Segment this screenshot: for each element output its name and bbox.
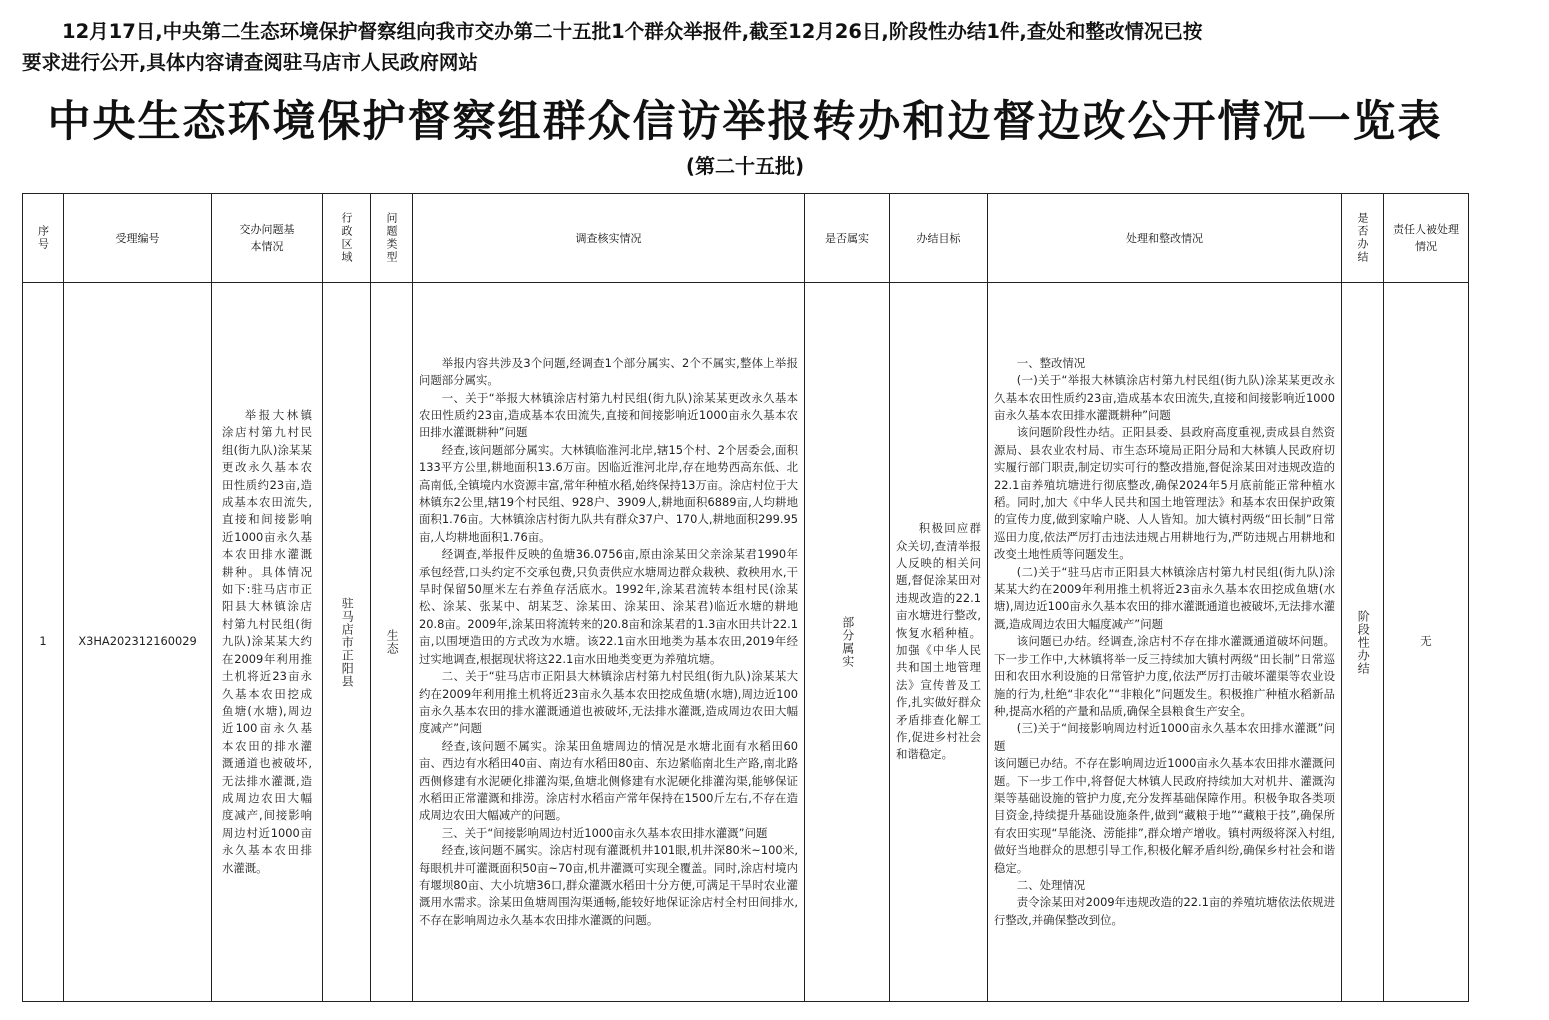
intro-notice (22, 16, 1512, 78)
cell-type: 生态 (371, 283, 413, 1002)
investigation-paragraph: 经调查,举报件反映的鱼塘36.0756亩,原由涂某田父亲涂某君1990年承包经营,口头约定不交承包费,只负责供应水塘周边群众栽秧、救秧用水,干旱时保留50厘米左右养鱼存活底水。1992年,涂某君流转本组村民(涂某松、涂某、张某中、胡某芝、涂某田、涂某田、涂某君)临近水塘的耕地20.8亩。2009年,涂某田将流转来的20.8亩和涂某君的1.3亩水田共计22.1亩,以围埂造田的方式改为水塘。该22.1亩水田地类为基本农田,2019年经过实地调查,根据现状将这22.1亩水田地类变更为养殖坑塘。 (419, 547, 798, 666)
cell-rectification (988, 283, 1342, 1002)
cell-id: X3HA202312160029 (64, 283, 212, 1002)
cell-target: 积极回应群众关切,查清举报人反映的相关问题,督促涂某田对违规改造的22.1亩水塘进行整改,恢复水稻种植。加强《中华人民共和国土地管理法》宣传普及工作,扎实做好群众矛盾排查化解工作,促进乡村社会和谐稳定。 (890, 283, 988, 1002)
rectification-paragraph: 一、整改情况 (1016, 355, 1086, 370)
header-closed: 是否办结 (1342, 194, 1384, 283)
rectification-paragraph: (二)关于“驻马店市正阳县大林镇涂店村第九村民组(街九队)涂某某大约在2009年利用推土机将近23亩永久基本农田挖成鱼塘(水塘),周边近100亩永久基本农田的排水灌溉通道也被破坏,无法排水灌溉,造成周边农田大幅度减产”问题 (994, 564, 1335, 631)
header-seq: 序号 (23, 194, 64, 283)
investigation-paragraph: 三、关于“间接影响周边村近1000亩永久基本农田排水灌溉”问题 (441, 825, 768, 840)
intro-line-1: 12月17日,中央第二生态环境保护督察组向我市交办第二十五批1个群众举报件,截至12月26日,阶段性办结1件,查处和整改情况已按 (62, 20, 1203, 43)
cell-seq: 1 (23, 283, 64, 1002)
header-type: 问题类型 (371, 194, 413, 283)
cell-basic: 举报大林镇涂店村第九村民组(街九队)涂某某更改永久基本农田性质约23亩,造成基本农田流失,直接和间接影响近1000亩永久基本农田排水灌溉耕种。具体情况如下:驻马店市正阳县大林镇涂店村第九村民组(街九队)涂某某大约在2009年利用推土机将近23亩永久基本农田挖成鱼塘(水塘),周边近100亩永久基本农田的排水灌溉通道也被破坏,无法排水灌溉,造成周边农田大幅度减产,间接影响周边村近1000亩永久基本农田排水灌溉。 (212, 283, 323, 1002)
header-region: 行政区域 (323, 194, 371, 283)
intro-line-2: 要求进行公开,具体内容请查阅驻马店市人民政府网站 (22, 51, 478, 74)
cell-responsible: 无 (1384, 283, 1469, 1002)
rectification-paragraph: 该问题已办结。不存在影响周边近1000亩永久基本农田排水灌溉问题。下一步工作中,将督促大林镇人民政府持续加大对机井、灌溉沟渠等基础设施的管护力度,充分发挥基础保障作用。积极争取各类项目资金,持续提升基础设施条件,做到“藏粮于地”“藏粮于技”,确保所有农田实现“旱能浇、涝能排”,群众增产增收。镇村两级将深入村组,做好当地群众的思想引导工作,积极化解矛盾纠纷,确保乡村社会和谐稳定。 (994, 756, 1335, 875)
cell-investigation (413, 283, 805, 1002)
rectification-paragraph: 二、处理情况 (1016, 877, 1086, 892)
investigation-paragraph: 经查,该问题不属实。涂店村现有灌溉机井101眼,机井深80米~100米,每眼机井可灌溉面积50亩~70亩,机井灌溉可实现全覆盖。同时,涂店村境内有堰坝80亩、大小坑塘36口,群众灌溉水稻田十分方便,可满足干旱时农业灌溉用水需求。涂某田鱼塘周围沟渠通畅,能较好地保证涂店村全村田间排水,不存在影响周边永久基本农田排水灌溉的问题。 (419, 843, 798, 927)
investigation-paragraph: 举报内容共涉及3个问题,经调查1个部分属实、2个不属实,整体上举报问题部分属实。 (419, 355, 798, 388)
header-verified: 是否属实 (805, 194, 890, 283)
header-basic: 交办问题基本情况 (212, 194, 323, 283)
table-row (23, 283, 1469, 1002)
rectification-paragraph: 该问题已办结。经调查,涂店村不存在排水灌溉通道破坏问题。下一步工作中,大林镇将举一反三持续加大镇村两级“田长制”日常巡田和农田水利设施的日常管护力度,依法严厉打击破坏灌渠等农业设施的行为,杜绝“非农化”“非粮化”问题发生。积极推广种植水稻新品种,提高水稻的产量和品质,确保全县粮食生产安全。 (994, 634, 1335, 718)
rectification-paragraph: 该问题阶段性办结。正阳县委、县政府高度重视,责成县自然资源局、县农业农村局、市生态环境局正阳分局和大林镇人民政府切实履行部门职责,制定切实可行的整改措施,督促涂某田对违规改造的22.1亩养殖坑塘进行彻底整改,确保2024年5月底前能正常种植水稻。同时,加大《中华人民共和国土地管理法》和基本农田保护政策的宣传力度,做到家喻户晓、人人皆知。加大镇村两级“田长制”日常巡田力度,依法严厉打击违法违规占用耕地行为,严防违规占用耕地和改变土地性质等问题发生。 (994, 425, 1335, 562)
investigation-paragraph: 经查,该问题不属实。涂某田鱼塘周边的情况是水塘北面有水稻田60亩、西边有水稻田40亩、南边有水稻田80亩、东边紧临南北生产路,南北路西侧修建有水泥硬化排灌沟渠,鱼塘北侧修建有水泥硬化排灌沟渠,能够保证水稻田正常灌溉和排涝。涂店村水稻亩产常年保持在1500斤左右,不存在造成周边农田大幅减产的问题。 (419, 738, 798, 823)
header-responsible: 责任人被处理情况 (1384, 194, 1469, 283)
header-target: 办结目标 (890, 194, 988, 283)
rectification-paragraph: 责令涂某田对2009年违规改造的22.1亩的养殖坑塘依法依规进行整改,并确保整改到位。 (994, 895, 1335, 927)
header-rectification: 处理和整改情况 (988, 194, 1342, 283)
cell-verified: 部分属实 (805, 283, 890, 1002)
investigation-paragraph: 经查,该问题部分属实。大林镇临淮河北岸,辖15个村、2个居委会,面积133平方公里,耕地面积13.6万亩。因临近淮河北岸,存在地势西高东低、北高南低,全镇境内水资源丰富,常年种植水稻,始终保持13万亩。涂店村位于大林镇东2公里,辖19个村民组、928户、3909人,耕地面积6889亩,人均耕地面积1.76亩。大林镇涂店村街九队共有群众37户、170人,耕地面积299.95亩,人均耕地面积1.76亩。 (419, 442, 798, 544)
rectification-paragraph: (一)关于“举报大林镇涂店村第九村民组(街九队)涂某某更改永久基本农田性质约23亩,造成基本农田流失,直接和间接影响近1000亩永久基本农田排水灌溉耕种”问题 (994, 373, 1335, 423)
cell-region: 驻马店市正阳县 (323, 283, 371, 1002)
investigation-paragraph: 一、关于“举报大林镇涂店村第九村民组(街九队)涂某某更改永久基本农田性质约23亩,造成基本农田流失,直接和间接影响近1000亩永久基本农田排水灌溉耕种”问题 (419, 390, 798, 440)
batch-subtitle: (第二十五批) (685, 154, 805, 178)
cell-closed: 阶段性办结 (1342, 283, 1384, 1002)
header-id: 受理编号 (64, 194, 212, 283)
page-title: 中央生态环境保护督察组群众信访举报转办和边督边改公开情况一览表 (47, 97, 1443, 147)
header-investigation: 调查核实情况 (413, 194, 805, 283)
report-table (22, 193, 1469, 1002)
rectification-paragraph: (三)关于“间接影响周边村近1000亩永久基本农田排水灌溉”问题 (994, 721, 1335, 753)
investigation-paragraph: 二、关于“驻马店市正阳县大林镇涂店村第九村民组(街九队)涂某某大约在2009年利用推土机将近23亩永久基本农田挖成鱼塘(水塘),周边近100亩永久基本农田的排水灌溉通道也被破坏,无法排水灌溉,造成周边农田大幅度减产”问题 (419, 669, 798, 736)
table-header-row (23, 194, 1469, 283)
